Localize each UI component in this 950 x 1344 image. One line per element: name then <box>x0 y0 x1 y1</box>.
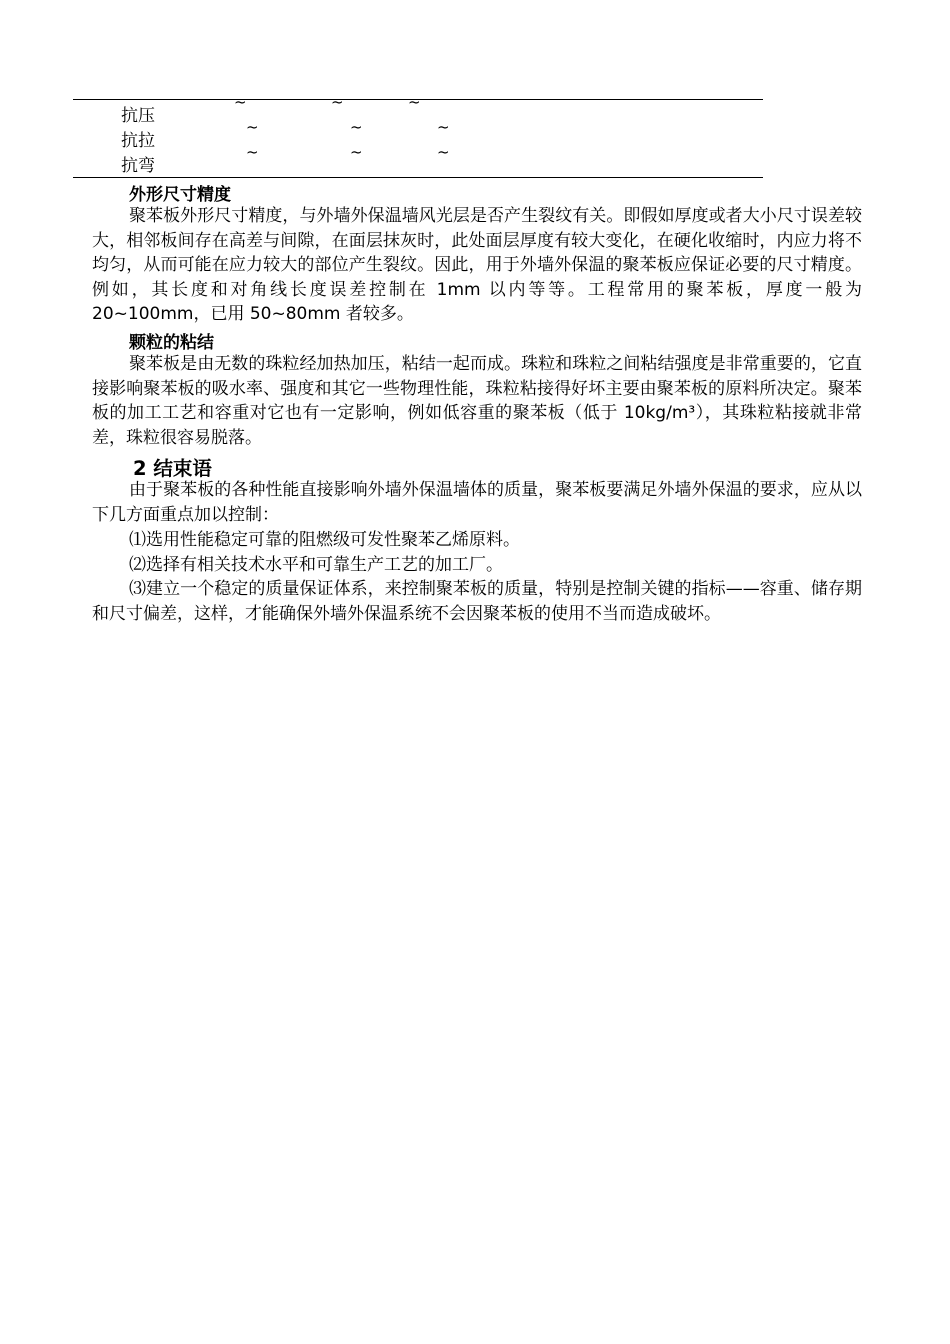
section-heading: 颗粒的粘结 <box>129 333 214 353</box>
table-cell: ~ <box>234 93 247 111</box>
table-cell: ~ <box>350 143 363 161</box>
table-row <box>0 118 950 151</box>
table-row <box>0 93 950 126</box>
conclusion-heading: 2 结束语 <box>133 457 212 480</box>
table-cell: ~ <box>331 93 344 111</box>
list-item: ⑵选择有相关技术水平和可靠生产工艺的加工厂。 <box>129 555 503 575</box>
table-bottom-rule <box>73 177 763 178</box>
table-cell: ~ <box>408 93 421 111</box>
row-label: 抗拉 <box>121 131 155 151</box>
table-cell: ~ <box>246 118 259 136</box>
paragraph: 聚苯板外形尺寸精度，与外墙外保温墙风光层是否产生裂纹有关。即假如厚度或者大小尺寸误差较大，相邻板间存在高差与间隙，在面层抹灰时，此处面层厚度有较大变化，在硬化收缩时，内应力将不均匀，从而可能在应力较大的部位产生裂纹。因此，用于外墙外保温的聚苯板应保证必要的尺寸精度。例如，其长度和对角线长度误差控制在 1mm 以内等等。工程常用的聚苯板，厚度一般为 20~100mm，已用 50~80mm 者较多。 <box>92 206 862 325</box>
table-cell: ~ <box>246 143 259 161</box>
list-item: ⑴选用性能稳定可靠的阻燃级可发性聚苯乙烯原料。 <box>129 530 520 550</box>
row-label: 抗弯 <box>121 156 155 176</box>
table-cell: ~ <box>437 143 450 161</box>
list-item: ⑶建立一个稳定的质量保证体系，来控制聚苯板的质量，特别是控制关键的指标——容重、储存期和尺寸偏差，这样，才能确保外墙外保温系统不会因聚苯板的使用不当而造成破坏。 <box>92 579 862 624</box>
table-cell: ~ <box>350 118 363 136</box>
section-heading: 外形尺寸精度 <box>129 185 231 205</box>
table-cell: ~ <box>437 118 450 136</box>
row-label: 抗压 <box>121 106 155 126</box>
table-row <box>0 143 950 176</box>
paragraph: 聚苯板是由无数的珠粒经加热加压，粘结一起而成。珠粒和珠粒之间粘结强度是非常重要的，它直接影响聚苯板的吸水率、强度和其它一些物理性能，珠粒粘接得好坏主要由聚苯板的原料所决定。聚苯板的加工工艺和容重对它也有一定影响，例如低容重的聚苯板（低于 10kg/m³），其珠粒粘接就非常差，珠粒很容易脱落。 <box>92 354 862 448</box>
paragraph: 由于聚苯板的各种性能直接影响外墙外保温墙体的质量，聚苯板要满足外墙外保温的要求，应从以下几方面重点加以控制： <box>92 480 862 525</box>
